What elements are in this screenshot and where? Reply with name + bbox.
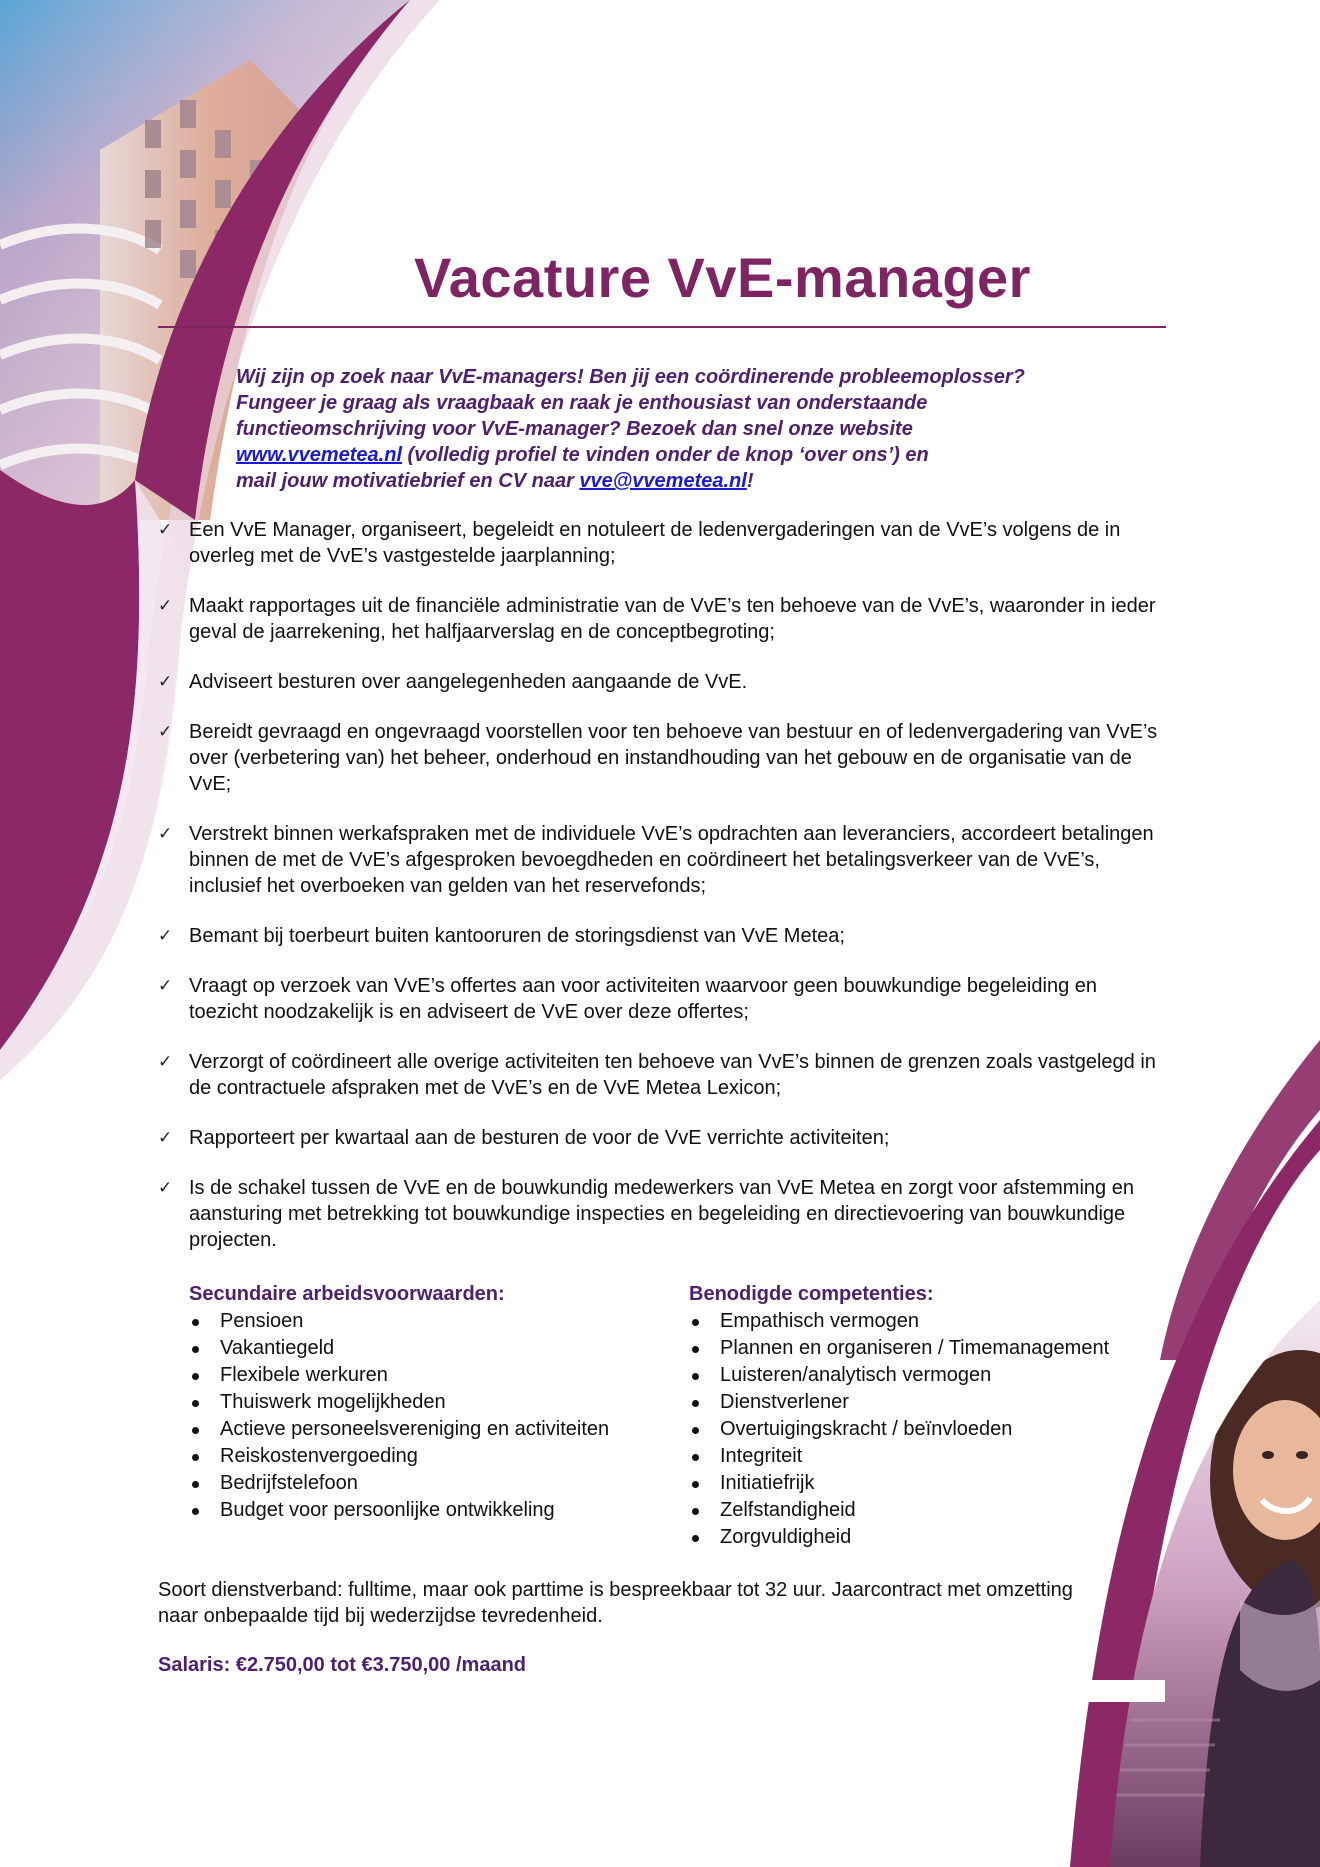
list-item	[689, 1416, 1169, 1443]
list-item	[189, 1416, 669, 1443]
competencies-heading: Benodigde competenties:	[689, 1283, 934, 1305]
duty-item	[158, 1125, 1168, 1151]
duties-list	[158, 517, 1168, 1277]
duty-text: Is de schakel tussen de VvE en de bouwkundig medewerkers van VvE Metea en zorgt voor afstemming en aansturing met betrekking tot bouwkundige inspecties en begeleiding en directievoering van bouwkundige projecten.	[189, 1177, 1134, 1251]
intro-line: Fungeer je graag als vraagbaak en raak je enthousiast van onderstaande	[236, 392, 928, 414]
checkmark-icon: ✓	[158, 520, 173, 539]
list-item-text: Initiatiefrijk	[720, 1472, 815, 1494]
checkmark-icon: ✓	[158, 596, 173, 615]
email-link[interactable]: vve@vvemetea.nl	[579, 470, 747, 492]
list-item-text: Zelfstandigheid	[720, 1499, 856, 1521]
checkmark-icon: ✓	[158, 1052, 173, 1071]
bullet-icon	[692, 1481, 699, 1488]
duty-text: Vraagt op verzoek van VvE’s offertes aan voor activiteiten waarvoor geen bouwkundige begeleiding en toezicht noodzakelijk is en adviseert de VvE over deze offertes;	[189, 975, 1097, 1023]
salary: Salaris: €2.750,00 tot €3.750,00 /maand	[158, 1654, 526, 1676]
list-item	[689, 1308, 1169, 1335]
intro-line: (volledig profiel te vinden onder de knop ‘over ons’) en	[402, 444, 929, 466]
benefits-section	[189, 1281, 669, 1524]
duty-item	[158, 593, 1168, 645]
title-divider	[158, 326, 1166, 328]
list-item	[189, 1470, 669, 1497]
bullet-icon	[692, 1373, 699, 1380]
list-item-text: Empathisch vermogen	[720, 1310, 919, 1332]
intro-line: Wij zijn op zoek naar VvE-managers! Ben jij een coördinerende probleemoplosser?	[236, 366, 1025, 388]
duty-item	[158, 821, 1168, 899]
list-item-text: Zorgvuldigheid	[720, 1526, 852, 1548]
list-item	[689, 1362, 1169, 1389]
duty-item	[158, 1175, 1168, 1253]
intro-line-end: !	[746, 470, 754, 492]
checkmark-icon: ✓	[158, 1128, 173, 1147]
intro-line: mail jouw motivatiebrief en CV naar	[236, 470, 580, 492]
list-item-text: Thuiswerk mogelijkheden	[220, 1391, 446, 1413]
bullet-icon	[692, 1508, 699, 1515]
list-item-text: Reiskostenvergoeding	[220, 1445, 418, 1467]
list-item	[189, 1308, 669, 1335]
duty-item	[158, 1049, 1168, 1101]
list-item	[189, 1335, 669, 1362]
list-item-text: Pensioen	[220, 1310, 304, 1332]
list-item-text: Vakantiegeld	[220, 1337, 335, 1359]
bullet-icon	[692, 1346, 699, 1353]
checkmark-icon: ✓	[158, 672, 173, 691]
list-item-text: Bedrijfstelefoon	[220, 1472, 358, 1494]
competencies-list	[689, 1308, 1169, 1551]
competencies-section	[689, 1281, 1169, 1551]
list-item	[189, 1362, 669, 1389]
duty-text: Rapporteert per kwartaal aan de besturen de voor de VvE verrichte activiteiten;	[189, 1127, 890, 1149]
duty-text: Verstrekt binnen werkafspraken met de individuele VvE’s opdrachten aan leveranciers, accordeert betalingen binnen de met de VvE’s afgesproken bevoegdheden en coördineert het betalingsverkeer van de VvE’s, inclusief het overboeken van gelden van het reservefonds;	[189, 823, 1154, 897]
list-item-text: Budget voor persoonlijke ontwikkeling	[220, 1499, 555, 1521]
duty-item	[158, 669, 1168, 695]
duty-text: Verzorgt of coördineert alle overige activiteiten ten behoeve van VvE’s binnen de grenzen zoals vastgelegd in de contractuele afspraken met de VvE’s en de VvE Metea Lexicon;	[189, 1051, 1156, 1099]
benefits-list	[189, 1308, 669, 1524]
bullet-icon	[192, 1319, 199, 1326]
bullet-icon	[692, 1319, 699, 1326]
duty-text: Bereidt gevraagd en ongevraagd voorstellen voor ten behoeve van bestuur en of ledenvergadering van VvE’s over (verbetering van) het beheer, onderhoud en instandhouding van het gebouw en de organisatie van de VvE;	[189, 721, 1158, 795]
list-item	[689, 1389, 1169, 1416]
checkmark-icon: ✓	[158, 1178, 173, 1197]
bullet-icon	[692, 1454, 699, 1461]
checkmark-icon: ✓	[158, 976, 173, 995]
list-item-text: Overtuigingskracht / beïnvloeden	[720, 1418, 1013, 1440]
checkmark-icon: ✓	[158, 824, 173, 843]
bullet-icon	[192, 1427, 199, 1434]
bullet-icon	[192, 1373, 199, 1380]
list-item	[689, 1443, 1169, 1470]
bullet-icon	[192, 1508, 199, 1515]
list-item	[689, 1335, 1169, 1362]
website-link[interactable]: www.vvemetea.nl	[236, 444, 402, 466]
list-item-text: Actieve personeelsvereniging en activiteiten	[220, 1418, 610, 1440]
list-item	[689, 1470, 1169, 1497]
duty-item	[158, 517, 1168, 569]
bullet-icon	[192, 1454, 199, 1461]
bullet-icon	[692, 1535, 699, 1542]
bullet-icon	[692, 1427, 699, 1434]
list-item-text: Plannen en organiseren / Timemanagement	[720, 1337, 1110, 1359]
bullet-icon	[192, 1481, 199, 1488]
list-item-text: Integriteit	[720, 1445, 803, 1467]
list-item	[689, 1524, 1169, 1551]
list-item	[189, 1443, 669, 1470]
list-item	[189, 1389, 669, 1416]
bullet-icon	[192, 1346, 199, 1353]
duty-item	[158, 719, 1168, 797]
intro-paragraph	[236, 364, 1136, 494]
list-item-text: Luisteren/analytisch vermogen	[720, 1364, 992, 1386]
duty-text: Bemant bij toerbeurt buiten kantooruren de storingsdienst van VvE Metea;	[189, 925, 845, 947]
list-item	[189, 1497, 669, 1524]
list-item-text: Dienstverlener	[720, 1391, 849, 1413]
checkmark-icon: ✓	[158, 926, 173, 945]
duty-text: Een VvE Manager, organiseert, begeleidt en notuleert de ledenvergaderingen van de VvE’s volgens de in overleg met de VvE’s vastgestelde jaarplanning;	[189, 519, 1121, 567]
list-item	[689, 1497, 1169, 1524]
page-title: Vacature VvE-manager	[414, 246, 1031, 309]
benefits-heading: Secundaire arbeidsvoorwaarden:	[189, 1283, 505, 1305]
bullet-icon	[192, 1400, 199, 1407]
duty-text: Maakt rapportages uit de financiële administratie van de VvE’s ten behoeve van de VvE’s, waaronder in ieder geval de jaarrekening, het halfjaarverslag en de conceptbegroting;	[189, 595, 1156, 643]
duty-item	[158, 973, 1168, 1025]
duty-text: Adviseert besturen over aangelegenheden aangaande de VvE.	[189, 671, 748, 693]
checkmark-icon: ✓	[158, 722, 173, 741]
intro-line: functieomschrijving voor VvE-manager? Bezoek dan snel onze website	[236, 418, 913, 440]
employment-type: Soort dienstverband: fulltime, maar ook parttime is bespreekbaar tot 32 uur. Jaarcontract met omzetting naar onbepaalde tijd bij wederzijdse tevredenheid.	[158, 1579, 1073, 1627]
list-item-text: Flexibele werkuren	[220, 1364, 388, 1386]
bullet-icon	[692, 1400, 699, 1407]
duty-item	[158, 923, 1168, 949]
